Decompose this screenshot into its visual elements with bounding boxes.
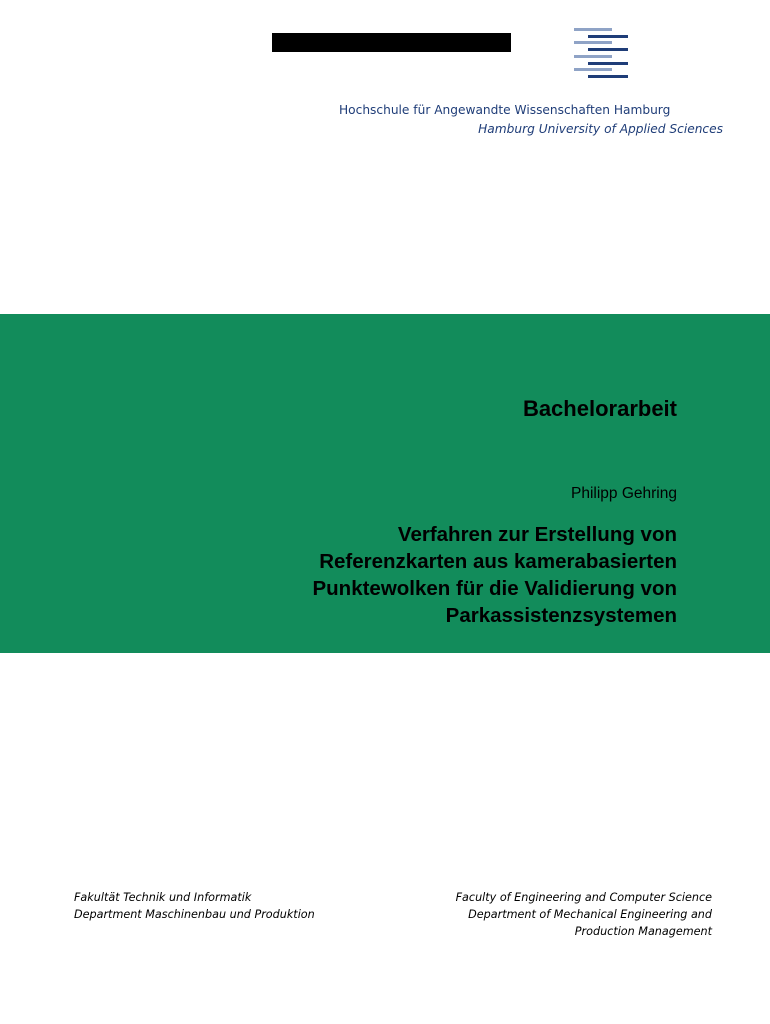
faculty-en-line: Faculty of Engineering and Computer Science [455, 891, 712, 904]
thesis-title-line: Referenzkarten aus kamerabasierten [319, 550, 677, 573]
thesis-title [197, 521, 677, 629]
thesis-title-line: Parkassistenzsystemen [445, 604, 677, 627]
university-logo [574, 28, 630, 80]
thesis-title-line: Verfahren zur Erstellung von [397, 523, 677, 546]
department-en-line: Department of Mechanical Engineering and [468, 908, 712, 921]
faculty-de-line: Fakultät Technik und Informatik [74, 891, 252, 904]
university-name-de: Hochschule für Angewandte Wissenschaften Hamburg [339, 103, 671, 117]
faculty-de [74, 889, 315, 923]
faculty-en [456, 889, 712, 940]
document-type: Bachelorarbeit [522, 396, 677, 421]
university-name-en: Hamburg University of Applied Sciences [478, 122, 723, 136]
thesis-title-line: Punktewolken für die Validierung von [312, 577, 677, 600]
department-en-line: Production Management [574, 925, 712, 938]
redaction-bar [272, 33, 511, 52]
author-name: Philipp Gehring [571, 485, 677, 502]
department-de-line: Department Maschinenbau und Produktion [74, 908, 315, 921]
